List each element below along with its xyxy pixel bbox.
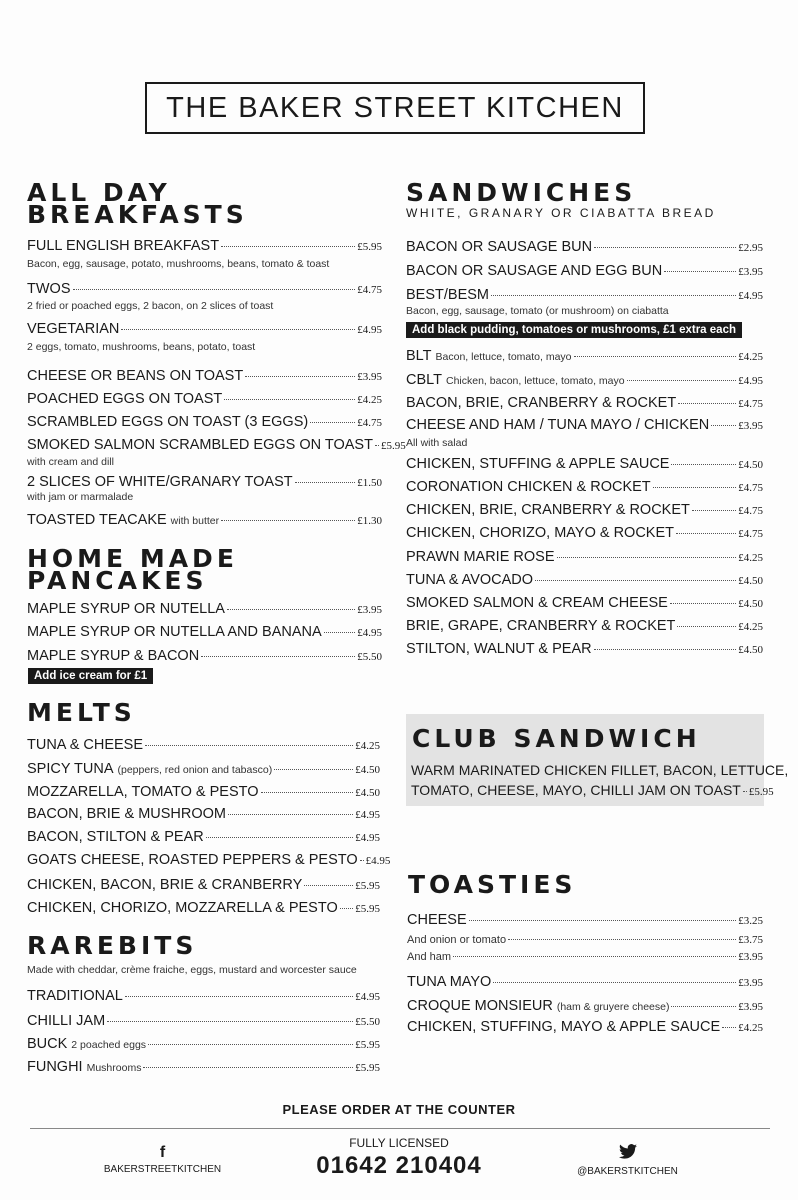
item-price: £5.95 xyxy=(357,241,382,253)
item-name: CORONATION CHICKEN & ROCKET xyxy=(406,479,651,495)
sandwiches-item xyxy=(406,372,763,388)
breakfast-heading xyxy=(27,178,248,229)
item-name: SPICY TUNA xyxy=(27,761,114,777)
leader-dots xyxy=(664,271,736,272)
item-name: MAPLE SYRUP & BACON xyxy=(27,648,200,664)
breakfast-title-line2: BREAKFASTS xyxy=(27,200,248,229)
sandwiches-title: SANDWICHES xyxy=(406,178,637,207)
melts-item xyxy=(27,784,380,800)
melts-item xyxy=(27,900,380,916)
sandwiches-item xyxy=(406,287,763,303)
item-price: £5.50 xyxy=(355,1016,380,1028)
item-name: CHEESE AND HAM / TUNA MAYO / CHICKEN xyxy=(406,417,710,433)
leader-dots xyxy=(574,356,737,357)
item-name: SCRAMBLED EGGS ON TOAST (3 EGGS) xyxy=(27,414,309,430)
twitter-block[interactable] xyxy=(570,1144,685,1177)
rarebits-item xyxy=(27,1036,380,1052)
item-price: £4.50 xyxy=(355,764,380,776)
rarebits-description: Made with cheddar, crème fraiche, eggs, mustard and worcester sauce xyxy=(27,964,357,976)
item-price: £5.95 xyxy=(355,880,380,892)
item-price: £3.75 xyxy=(738,934,763,946)
leader-dots xyxy=(228,814,353,815)
toasties-item xyxy=(407,912,763,928)
item-description: with jam or marmalade xyxy=(27,491,134,503)
item-name: CHICKEN, CHORIZO, MAYO & ROCKET xyxy=(406,525,675,541)
breakfast-item xyxy=(27,414,382,430)
item-price: £4.50 xyxy=(738,598,763,610)
item-note: Bacon, lettuce, tomato, mayo xyxy=(435,351,572,363)
item-name: SMOKED SALMON SCRAMBLED EGGS ON TOAST xyxy=(27,437,373,453)
item-name: TOASTED TEACAKE xyxy=(27,512,167,528)
item-price: £4.95 xyxy=(357,324,382,336)
breakfast-item xyxy=(27,512,382,528)
item-price: £4.25 xyxy=(738,552,763,564)
sandwiches-item xyxy=(406,549,763,565)
item-name: CHEESE OR BEANS ON TOAST xyxy=(27,368,244,384)
item-note: Chicken, bacon, lettuce, tomato, mayo xyxy=(446,375,625,387)
toasties-title: TOASTIES xyxy=(408,870,577,899)
club-leader-dots xyxy=(743,791,747,792)
leader-dots xyxy=(201,656,355,657)
club-price: £5.95 xyxy=(748,786,774,798)
leader-dots xyxy=(678,403,736,404)
item-price: £5.95 xyxy=(355,1062,380,1074)
leader-dots xyxy=(594,649,737,650)
item-name: BACON, BRIE & MUSHROOM xyxy=(27,806,226,822)
item-price: £4.95 xyxy=(355,809,380,821)
pancakes-item xyxy=(27,624,382,640)
menu-title: THE BAKER STREET KITCHEN xyxy=(166,91,624,124)
leader-dots xyxy=(73,289,356,290)
extras-badge: Add black pudding, tomatoes or mushrooms, £1 extra each xyxy=(406,322,742,338)
breakfast-item xyxy=(27,238,382,254)
item-name: STILTON, WALNUT & PEAR xyxy=(406,641,592,657)
leader-dots xyxy=(692,510,736,511)
leader-dots xyxy=(274,769,353,770)
item-name: BACON, STILTON & PEAR xyxy=(27,829,204,845)
item-price: £4.75 xyxy=(738,398,763,410)
item-name: POACHED EGGS ON TOAST xyxy=(27,391,223,407)
club-title: CLUB SANDWICH xyxy=(412,724,701,753)
item-description: 2 fried or poached eggs, 2 bacon, on 2 slices of toast xyxy=(27,300,274,312)
item-name: SMOKED SALMON & CREAM CHEESE xyxy=(406,595,668,611)
club-desc-line-2: TOMATO, CHEESE, MAYO, CHILLI JAM ON TOAST xyxy=(411,782,741,798)
breakfast-item xyxy=(27,474,382,490)
item-name: BUCK xyxy=(27,1036,68,1052)
item-name: MAPLE SYRUP OR NUTELLA AND BANANA xyxy=(27,624,322,640)
sandwiches-item xyxy=(406,348,763,364)
sandwiches-item xyxy=(406,395,763,411)
item-name: TWOS xyxy=(27,281,71,297)
item-name: And ham xyxy=(407,951,452,963)
item-price: £3.95 xyxy=(738,1001,763,1013)
item-note: 2 poached eggs xyxy=(71,1039,147,1051)
item-price: £3.95 xyxy=(357,371,382,383)
item-price: £3.25 xyxy=(738,915,763,927)
leader-dots xyxy=(375,445,379,446)
item-price: £4.50 xyxy=(738,575,763,587)
item-name: TUNA & CHEESE xyxy=(27,737,144,753)
item-name: BACON OR SAUSAGE BUN xyxy=(406,239,593,255)
breakfast-title-line1: ALL DAY xyxy=(27,178,171,207)
leader-dots xyxy=(360,860,364,861)
twitter-handle: @BAKERSTKITCHEN xyxy=(577,1166,678,1177)
item-name: CHICKEN, STUFFING & APPLE SAUCE xyxy=(406,456,670,472)
item-description: Bacon, egg, sausage, tomato (or mushroom) on ciabatta xyxy=(406,305,669,317)
breakfast-item xyxy=(27,391,382,407)
item-name: CBLT xyxy=(406,372,442,388)
leader-dots xyxy=(508,939,736,940)
leader-dots xyxy=(677,626,736,627)
leader-dots xyxy=(304,885,353,886)
leader-dots xyxy=(340,908,354,909)
club-line-2 xyxy=(411,782,774,798)
breakfast-item xyxy=(27,281,382,297)
item-price: £4.75 xyxy=(738,528,763,540)
item-description: with cream and dill xyxy=(27,456,114,468)
item-price: £3.95 xyxy=(738,266,763,278)
rarebits-item xyxy=(27,1059,380,1075)
club-line-1 xyxy=(411,762,789,778)
rarebits-title: RAREBITS xyxy=(27,931,198,960)
item-name: PRAWN MARIE ROSE xyxy=(406,549,555,565)
item-name: VEGETARIAN xyxy=(27,321,120,337)
item-name: TUNA & AVOCADO xyxy=(406,572,534,588)
item-name: BRIE, GRAPE, CRANBERRY & ROCKET xyxy=(406,618,676,634)
sandwiches-item xyxy=(406,479,763,495)
item-price: £4.95 xyxy=(365,855,391,867)
item-price: £4.25 xyxy=(738,621,763,633)
leader-dots xyxy=(671,464,736,465)
leader-dots xyxy=(121,329,355,330)
melts-item xyxy=(27,761,380,777)
phone-number: 01642 210404 xyxy=(316,1152,482,1179)
toasties-heading xyxy=(408,870,577,899)
leader-dots xyxy=(711,425,736,426)
item-price: £4.25 xyxy=(355,740,380,752)
item-name: And onion or tomato xyxy=(407,934,507,946)
item-price: £4.95 xyxy=(738,290,763,302)
item-note: (ham & gruyere cheese) xyxy=(556,1001,670,1013)
sandwiches-item xyxy=(406,618,763,634)
rarebits-heading xyxy=(27,931,198,960)
pancakes-item xyxy=(27,648,382,664)
leader-dots xyxy=(224,399,355,400)
sandwiches-subtitle: WHITE, GRANARY OR CIABATTA BREAD xyxy=(406,206,716,220)
melts-title: MELTS xyxy=(27,698,136,727)
item-name: CHICKEN, STUFFING, MAYO & APPLE SAUCE xyxy=(407,1019,721,1035)
breakfast-item xyxy=(27,437,406,453)
item-name: GOATS CHEESE, ROASTED PEPPERS & PESTO xyxy=(27,852,358,868)
item-price: £4.25 xyxy=(357,394,382,406)
sandwiches-item xyxy=(406,417,763,433)
item-price: £3.95 xyxy=(738,977,763,989)
melts-item xyxy=(27,852,391,868)
leader-dots xyxy=(676,533,736,534)
item-price: £4.95 xyxy=(357,627,382,639)
item-price: £5.50 xyxy=(357,651,382,663)
toasties-item xyxy=(407,951,763,963)
leader-dots xyxy=(125,996,353,997)
item-name: MAPLE SYRUP OR NUTELLA xyxy=(27,601,225,617)
item-price: £4.75 xyxy=(738,482,763,494)
item-price: £4.95 xyxy=(355,991,380,1003)
facebook-block[interactable] xyxy=(100,1144,225,1175)
item-price: £4.50 xyxy=(738,644,763,656)
item-name: MOZZARELLA, TOMATO & PESTO xyxy=(27,784,259,800)
item-price: £3.95 xyxy=(357,604,382,616)
rarebits-item xyxy=(27,988,380,1004)
leader-dots xyxy=(148,1044,353,1045)
melts-item xyxy=(27,829,380,845)
leader-dots xyxy=(221,246,355,247)
pancakes-title-line1: HOME MADE xyxy=(27,544,238,573)
club-heading xyxy=(412,724,701,753)
melts-item xyxy=(27,806,380,822)
melts-item xyxy=(27,877,380,893)
item-note: Mushrooms xyxy=(86,1062,142,1074)
item-description: Bacon, egg, sausage, potato, mushrooms, beans, tomato & toast xyxy=(27,258,330,270)
toasties-item xyxy=(407,934,763,946)
leader-dots xyxy=(206,837,354,838)
item-name: BEST/BESM xyxy=(406,287,489,303)
sandwiches-item xyxy=(406,239,763,255)
item-price: £4.95 xyxy=(738,375,763,387)
item-note: with butter xyxy=(170,515,220,527)
item-name: BACON OR SAUSAGE AND EGG BUN xyxy=(406,263,663,279)
footer-divider xyxy=(30,1128,770,1129)
item-price: £4.25 xyxy=(738,351,763,363)
club-desc-line-1: WARM MARINATED CHICKEN FILLET, BACON, LETTUCE, xyxy=(411,762,789,778)
item-price: £2.95 xyxy=(738,242,763,254)
item-name: 2 SLICES OF WHITE/GRANARY TOAST xyxy=(27,474,293,490)
leader-dots xyxy=(671,1006,736,1007)
leader-dots xyxy=(469,920,737,921)
sandwiches-item xyxy=(406,525,763,541)
item-name: CHICKEN, CHORIZO, MOZZARELLA & PESTO xyxy=(27,900,338,916)
item-price: £4.50 xyxy=(355,787,380,799)
item-name: CHICKEN, BACON, BRIE & CRANBERRY xyxy=(27,877,303,893)
leader-dots xyxy=(453,956,736,957)
facebook-icon: f xyxy=(159,1144,166,1161)
item-name: FULL ENGLISH BREAKFAST xyxy=(27,238,220,254)
item-price: £4.95 xyxy=(355,832,380,844)
pancakes-item xyxy=(27,601,382,617)
item-price: £1.30 xyxy=(357,515,382,527)
item-name: BLT xyxy=(406,348,432,364)
item-price: £5.95 xyxy=(380,440,406,452)
leader-dots xyxy=(722,1027,736,1028)
item-name: TRADITIONAL xyxy=(27,988,123,1004)
melts-heading xyxy=(27,698,136,727)
item-name: TUNA MAYO xyxy=(407,974,492,990)
facebook-handle: BAKERSTREETKITCHEN xyxy=(103,1164,222,1175)
item-price: £5.95 xyxy=(355,903,380,915)
leader-dots xyxy=(221,520,355,521)
leader-dots xyxy=(653,487,737,488)
sandwiches-item xyxy=(406,641,763,657)
item-price: £4.25 xyxy=(738,1022,763,1034)
leader-dots xyxy=(627,380,737,381)
leader-dots xyxy=(557,557,737,558)
menu-title-box xyxy=(145,82,645,134)
item-price: £5.95 xyxy=(355,1039,380,1051)
item-price: £3.95 xyxy=(738,951,763,963)
leader-dots xyxy=(261,792,354,793)
leader-dots xyxy=(324,632,356,633)
leader-dots xyxy=(227,609,355,610)
breakfast-item xyxy=(27,321,382,337)
pancakes-title-line2: PANCAKES xyxy=(27,566,208,595)
item-name: CROQUE MONSIEUR xyxy=(407,998,553,1014)
item-price: £4.75 xyxy=(738,505,763,517)
item-price: £3.95 xyxy=(738,420,763,432)
order-at-counter: PLEASE ORDER AT THE COUNTER xyxy=(282,1102,516,1117)
leader-dots xyxy=(594,247,736,248)
leader-dots xyxy=(107,1021,353,1022)
toasties-item xyxy=(407,998,763,1014)
twitter-icon xyxy=(570,1144,685,1164)
item-name: FUNGHI xyxy=(27,1059,83,1075)
toasties-item xyxy=(407,974,763,990)
pancakes-heading xyxy=(27,544,238,595)
item-price: £1.50 xyxy=(357,477,382,489)
sandwiches-item xyxy=(406,263,763,279)
ice-cream-badge: Add ice cream for £1 xyxy=(28,668,153,684)
sandwiches-item xyxy=(406,595,763,611)
rarebits-item xyxy=(27,1013,380,1029)
melts-item xyxy=(27,737,380,753)
item-note: (peppers, red onion and tabasco) xyxy=(117,764,273,776)
item-price: £4.75 xyxy=(357,284,382,296)
leader-dots xyxy=(491,295,736,296)
item-price: £4.75 xyxy=(357,417,382,429)
leader-dots xyxy=(295,482,356,483)
leader-dots xyxy=(143,1067,353,1068)
leader-dots xyxy=(145,745,353,746)
leader-dots xyxy=(670,603,736,604)
item-description: All with salad xyxy=(406,437,468,449)
toasties-item xyxy=(407,1019,763,1035)
sandwiches-heading xyxy=(406,178,716,220)
sandwiches-item xyxy=(406,456,763,472)
leader-dots xyxy=(493,982,736,983)
item-name: CHILLI JAM xyxy=(27,1013,106,1029)
item-name: BACON, BRIE, CRANBERRY & ROCKET xyxy=(406,395,677,411)
item-name: CHEESE xyxy=(407,912,467,928)
leader-dots xyxy=(535,580,736,581)
item-price: £4.50 xyxy=(738,459,763,471)
item-name: CHICKEN, BRIE, CRANBERRY & ROCKET xyxy=(406,502,690,518)
item-description: 2 eggs, tomato, mushrooms, beans, potato, toast xyxy=(27,341,256,353)
sandwiches-item xyxy=(406,502,763,518)
leader-dots xyxy=(310,422,355,423)
sandwiches-item xyxy=(406,572,763,588)
fully-licensed: FULLY LICENSED xyxy=(349,1136,449,1150)
breakfast-item xyxy=(27,368,382,384)
leader-dots xyxy=(245,376,355,377)
